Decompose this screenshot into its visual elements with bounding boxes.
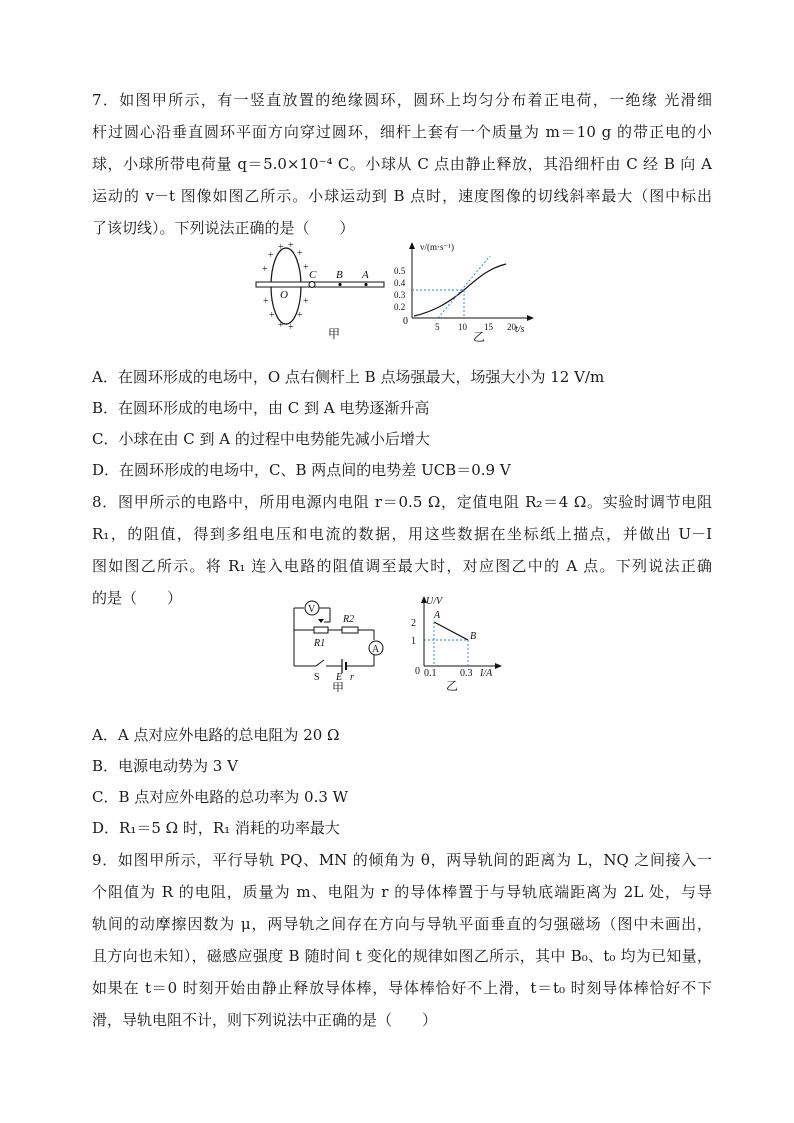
t-axis-arrow [527, 315, 534, 321]
i-tick-0-1: 0.1 [424, 668, 437, 679]
u-axis-label: U/V [426, 596, 443, 607]
label-r: r [350, 672, 354, 683]
q7-option-a: A．在圆环形成的电场中，O 点右侧杆上 B 点场强最大，场强大小为 12 V/m [92, 368, 605, 386]
q7-line-1: 7．如图甲所示，有一竖直放置的绝缘圆环，圆环上均匀分布着正电荷，一绝缘 光滑细 [92, 91, 712, 109]
q8-option-b: B．电源电动势为 3 V [92, 757, 238, 775]
label-c: C [309, 269, 317, 281]
svg-text:15: 15 [484, 322, 493, 332]
svg-text:A: A [372, 644, 380, 655]
caption-yi: 乙 [473, 330, 486, 342]
svg-text:0.5: 0.5 [394, 266, 406, 276]
caption-jia: 甲 [328, 327, 341, 341]
svg-text:+: + [303, 296, 309, 307]
svg-text:+: + [278, 320, 284, 331]
point-a-label: A [434, 610, 441, 621]
q7-line-2: 杆过圆心沿垂直圆环平面方向穿过圆环，细杆上套有一个质量为 m＝10 g 的带正电的小 [92, 123, 712, 141]
q9-line-6: 滑，导轨电阻不计，则下列说法中正确的是（ ） [92, 1011, 438, 1029]
q7-option-c: C．小球在由 C 到 A 的过程中电势能先减小后增大 [92, 430, 430, 448]
i-tick-0-3: 0.3 [460, 668, 473, 679]
svg-text:+: + [262, 264, 268, 275]
label-b: B [336, 269, 343, 281]
svg-text:+: + [297, 248, 303, 259]
svg-text:0.3: 0.3 [394, 290, 406, 300]
q9-line-5: 如果在 t＝0 时刻开始由静止释放导体棒，导体棒恰好不上滑，t＝t₀ 时刻导体棒恰好不下 [92, 979, 712, 997]
rheostat-r1 [314, 627, 328, 633]
label-a: A [362, 269, 369, 281]
svg-text:0.4: 0.4 [394, 278, 406, 288]
q8-circuit-figure [290, 598, 400, 692]
q8-option-d: D．R₁＝5 Ω 时，R₁ 消耗的功率最大 [92, 819, 340, 837]
q8-line-3: 图如图乙所示。将 R₁ 连入电路的阻值调至最大时，对应图乙中的 A 点。下列说法正确 [92, 557, 712, 575]
svg-text:5: 5 [435, 322, 440, 332]
q7-ring-figure [252, 242, 392, 342]
q8-line-4: 的是（ ） [92, 589, 183, 607]
origin-label: 0 [415, 666, 420, 677]
label-s: S [314, 672, 320, 683]
q9-line-4: 且方向也未知），磁感应强度 B 随时间 t 变化的规律如图乙所示，其中 B₀、t₀ 均为已知量， [92, 947, 712, 965]
switch-s [316, 660, 324, 666]
point-b-label: B [470, 631, 477, 642]
exam-page [92, 84, 712, 1036]
svg-text:+: + [268, 250, 274, 261]
svg-text:20: 20 [507, 322, 516, 332]
q8-option-c: C．B 点对应外电路的总功率为 0.3 W [92, 788, 349, 806]
q7-option-b: B．在圆环形成的电场中，由 C 到 A 电势逐渐升高 [92, 399, 430, 417]
resistor-r2 [342, 627, 358, 633]
q8-line-2: R₁，的阻值，得到多组电压和电流的数据，用这些数据在坐标纸上描点，并做出 U－I [92, 525, 712, 543]
q7-option-d: D．在圆环形成的电场中，C、B 两点间的电势差 UCB＝0.9 V [92, 461, 511, 479]
q9-line-1: 9．如图甲所示，平行导轨 PQ、MN 的倾角为 θ，两导轨间的距离为 L，NQ 之间接入一 [92, 851, 712, 869]
q7-line-3: 球，小球所带电荷量 q＝5.0×10⁻⁴ C。小球从 C 点由静止释放，其沿细杆由 C 经 B 向 A [92, 155, 712, 173]
svg-text:+: + [288, 322, 294, 333]
question-9 [92, 844, 712, 1036]
q7-line-4: 运动的 v－t 图像如图乙所示。小球运动到 B 点时，速度图像的切线斜率最大（图中标出 [92, 187, 712, 205]
q9-line-3: 轨间的动摩擦因数为 μ，两导轨之间存在方向与导轨平面垂直的匀强磁场（图中未画出， [92, 915, 712, 933]
tangent-line-at-b [438, 256, 490, 318]
caption-jia: 甲 [332, 681, 345, 692]
svg-text:+: + [303, 262, 309, 273]
svg-text:+: + [263, 296, 269, 307]
i-axis-label: I/A [480, 668, 493, 679]
svg-text:+: + [269, 310, 275, 321]
point-a-dot [364, 283, 367, 286]
t-axis-label: t/s [515, 324, 525, 335]
origin-label: 0 [403, 316, 408, 327]
svg-text:+: + [297, 310, 303, 321]
small-ball [309, 282, 315, 288]
q8-ui-graph [402, 594, 510, 694]
v-ticks [394, 266, 406, 312]
caption-yi: 乙 [446, 679, 459, 693]
q7-line-5: 了该切线）。下列说法正确的是（ ） [92, 219, 355, 237]
svg-text:+: + [278, 242, 284, 253]
u-tick-1: 1 [411, 636, 416, 647]
label-e: E [336, 672, 343, 683]
svg-text:+: + [288, 242, 294, 251]
ui-line-segment [434, 622, 468, 640]
v-axis-arrow [409, 242, 415, 249]
svg-text:0.2: 0.2 [394, 302, 406, 312]
label-r2: R2 [343, 614, 355, 625]
label-o: O [280, 289, 288, 301]
svg-text:10: 10 [458, 322, 467, 332]
q8-line-1: 8．图甲所示的电路中，所用电源内电阻 r＝0.5 Ω，定值电阻 R₂＝4 Ω。实验时调节电阻 [92, 493, 712, 511]
u-tick-2: 2 [411, 618, 416, 629]
v-axis-label: v/(m·s⁻¹) [420, 242, 454, 252]
slider-arrow [318, 619, 324, 623]
q7-vt-graph [392, 240, 542, 342]
q8-option-a: A．A 点对应外电路的总电阻为 20 Ω [92, 726, 340, 744]
point-b-dot [338, 283, 341, 286]
svg-text:V: V [308, 604, 316, 615]
q9-line-2: 个阻值为 R 的电阻，质量为 m、电阻为 r 的导体棒置于与导轨底端距离为 2L 处，与导 [92, 883, 712, 901]
label-r1: R1 [314, 638, 326, 649]
